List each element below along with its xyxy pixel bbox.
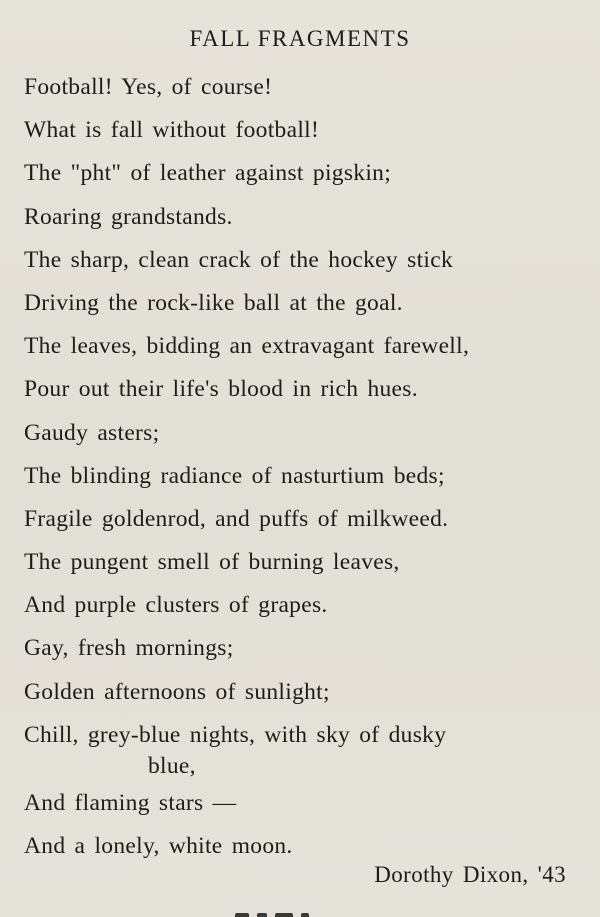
poem-line: Pour out their life's blood in rich hues. bbox=[24, 376, 418, 403]
poem-line: Fragile goldenrod, and puffs of milkweed. bbox=[24, 505, 449, 532]
poem-line: Driving the rock-like ball at the goal. bbox=[24, 289, 403, 316]
poem-line: The pungent smell of burning leaves, bbox=[24, 549, 400, 576]
poem-body bbox=[24, 66, 584, 757]
poem-line: Chill, grey-blue nights, with sky of dusky bbox=[24, 721, 447, 748]
poem-line: The "pht" of leather against pigskin; bbox=[24, 160, 392, 187]
poem-line: The blinding radiance of nasturtium beds; bbox=[24, 462, 445, 489]
poem-line: The sharp, clean crack of the hockey stick bbox=[24, 246, 454, 273]
poem-line: Roaring grandstands. bbox=[24, 203, 233, 230]
poem-line: Gay, fresh mornings; bbox=[24, 635, 234, 662]
poem-line: And purple clusters of grapes. bbox=[24, 592, 328, 619]
poem-line: Football! Yes, of course! bbox=[24, 74, 273, 100]
poem-line: Golden afternoons of sunlight; bbox=[24, 678, 330, 705]
poem-line-continuation: blue, bbox=[148, 753, 196, 779]
poem-line: And a lonely, white moon. bbox=[24, 833, 293, 860]
poem-line: The leaves, bidding an extravagant farewell, bbox=[24, 333, 470, 360]
poem-author: Dorothy Dixon, '43 bbox=[374, 862, 566, 887]
poem-title: FALL FRAGMENTS bbox=[189, 26, 411, 51]
poem-line: Gaudy asters; bbox=[24, 419, 160, 446]
poem-line: What is fall without football! bbox=[24, 117, 320, 144]
next-line-cropped-mark bbox=[235, 911, 325, 917]
poem-line: And flaming stars — bbox=[24, 790, 237, 816]
poem-closing bbox=[24, 782, 293, 868]
